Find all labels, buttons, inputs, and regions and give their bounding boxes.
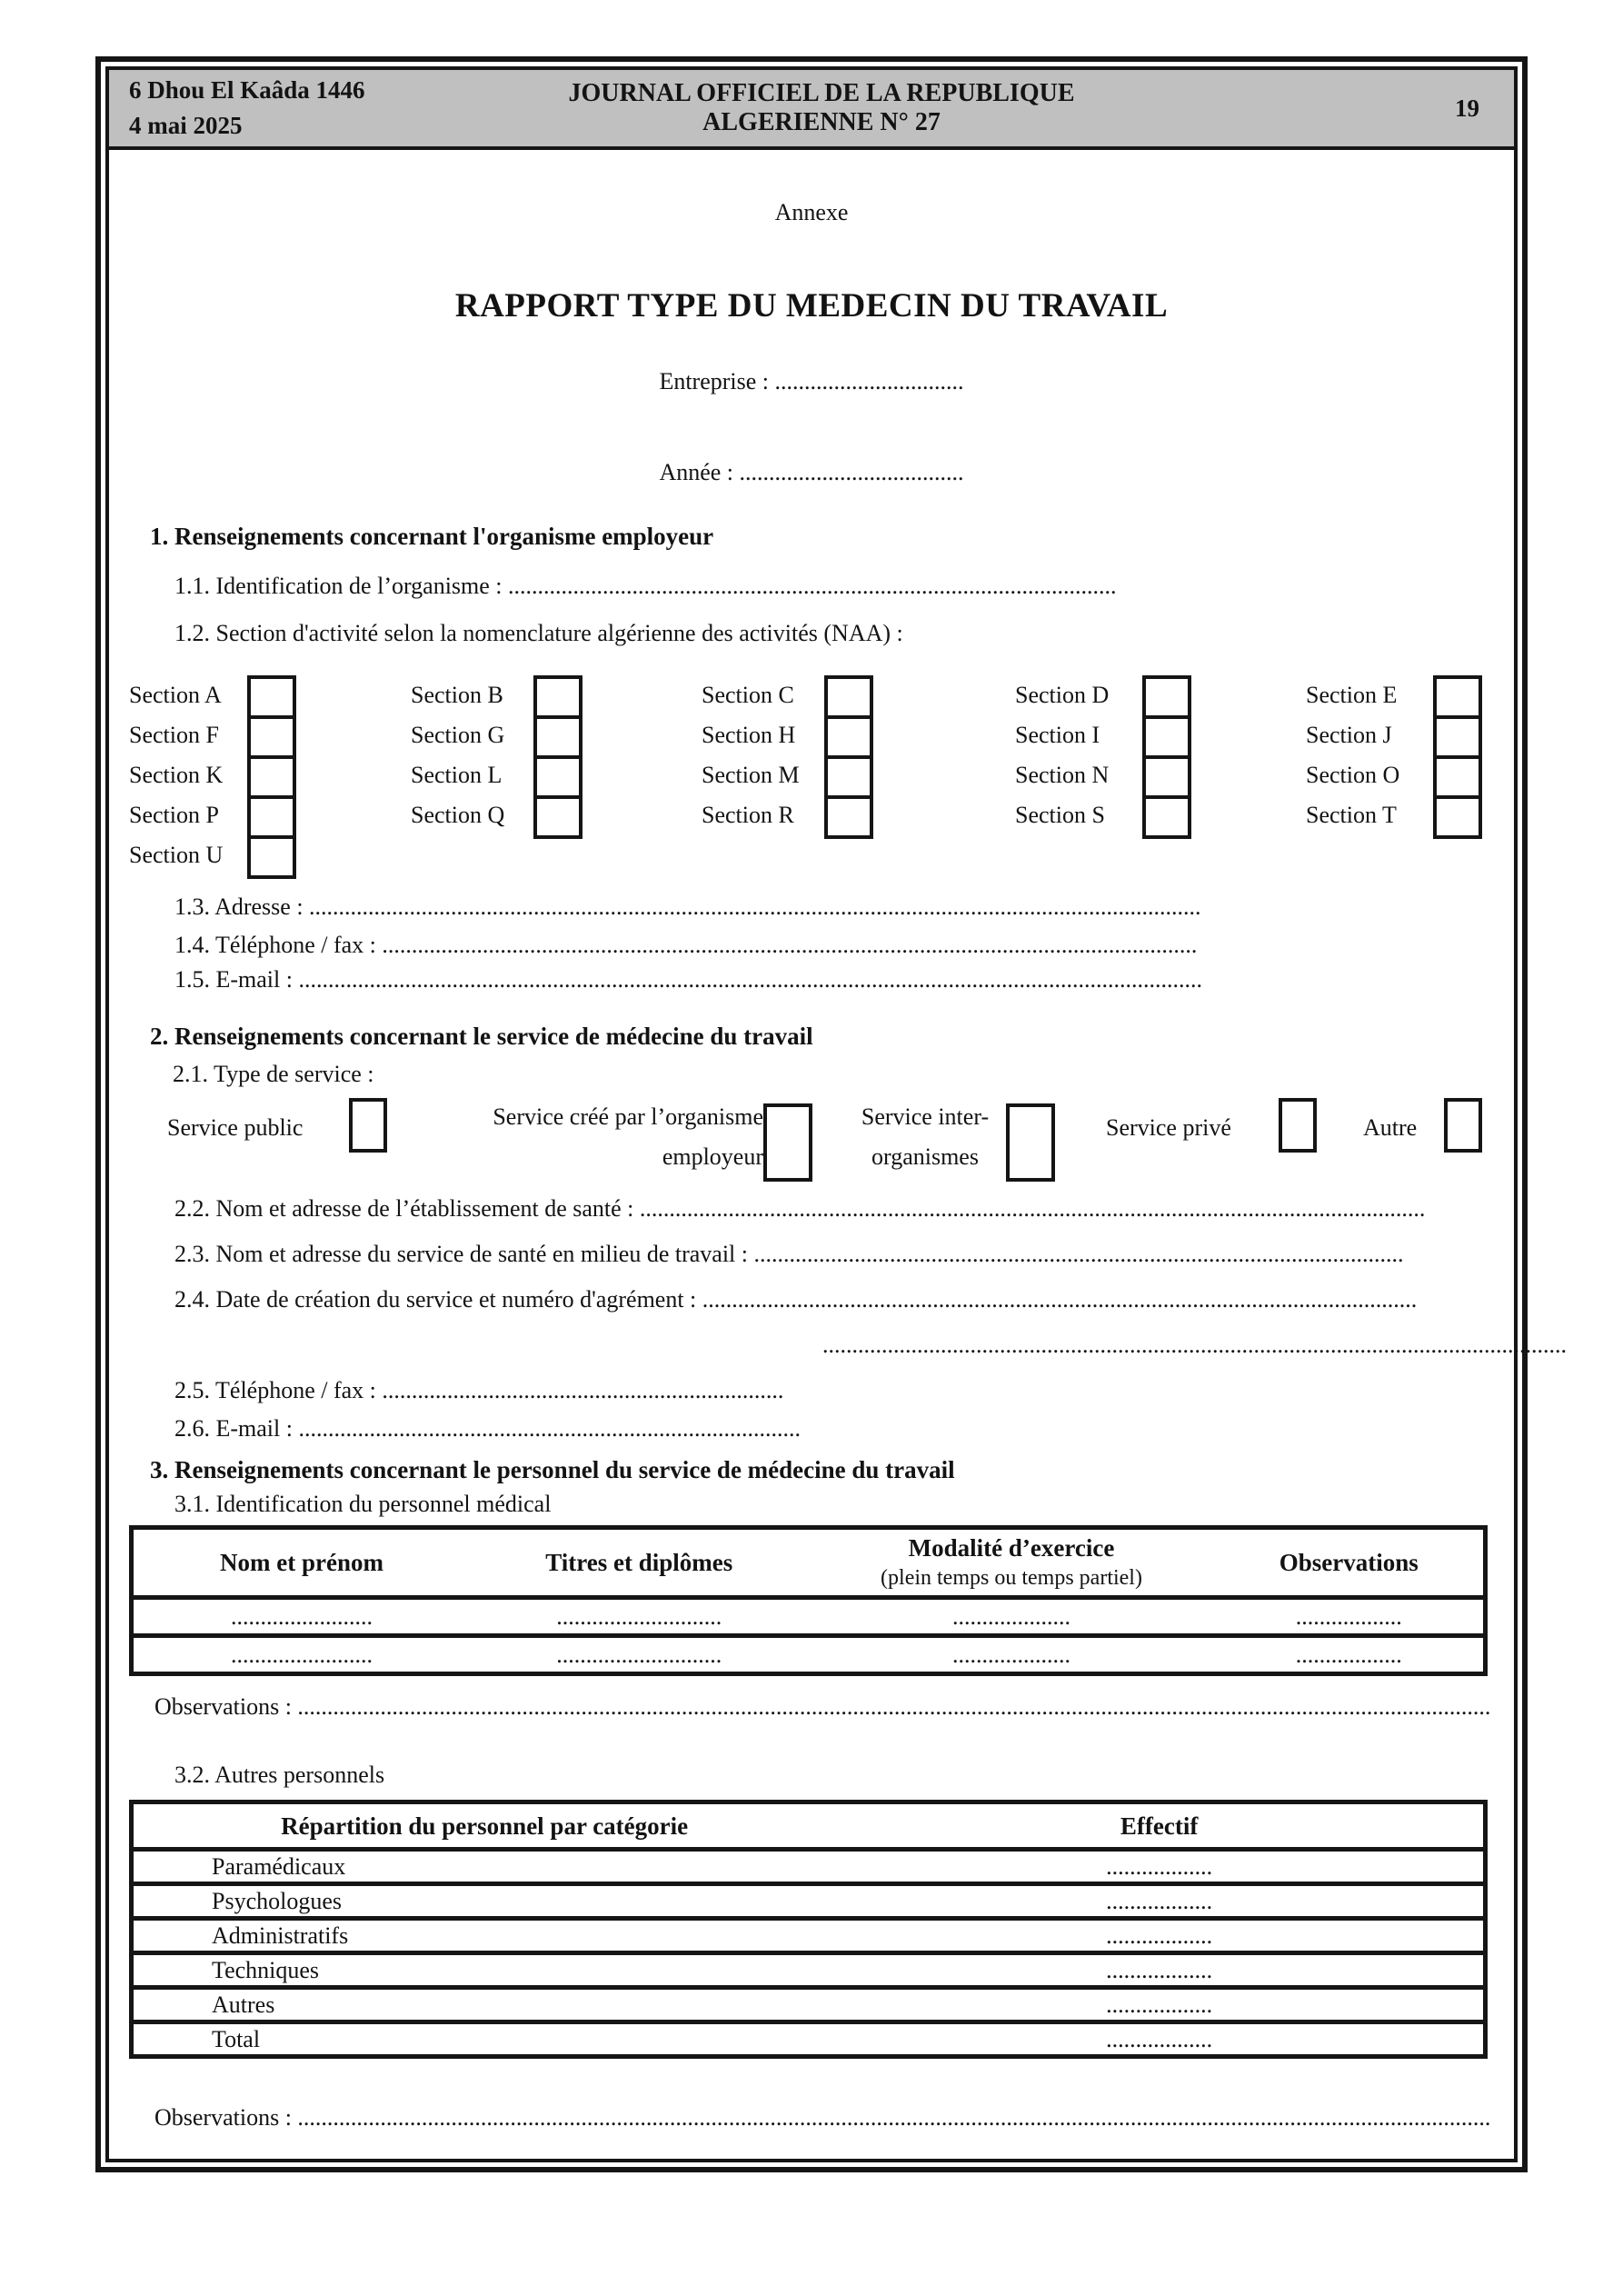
medical-table-row	[132, 1598, 1486, 1636]
gregorian-date: 4 mai 2025	[129, 112, 243, 139]
naa-checkbox-stack	[1142, 675, 1191, 839]
naa-section-label: Section T	[1306, 802, 1397, 828]
naa-section-label: Section S	[1015, 802, 1105, 828]
naa-checkbox-stack	[533, 675, 582, 839]
staff-table-row	[132, 1850, 1486, 1884]
cell-category: Techniques	[212, 1956, 320, 1983]
cell-titres-diplomes: ............................	[556, 1641, 722, 1668]
cell-effectif: ..................	[1106, 1852, 1213, 1880]
naa-section-label: Section Q	[411, 802, 505, 828]
field-telephone-fax-service: 2.5. Téléphone / fax : ....................................................................	[174, 1377, 784, 1403]
field-identification-organisme: 1.1. Identification de l’organisme : .......................................................................................................	[174, 573, 1117, 599]
cell-effectif: ..................	[1106, 1887, 1213, 1914]
naa-column-3	[702, 675, 800, 835]
medical-staff-table	[129, 1525, 1488, 1676]
naa-column-2	[411, 675, 504, 835]
cell-modalite: ....................	[952, 1641, 1070, 1668]
checkbox-section-g[interactable]	[533, 715, 582, 759]
cell-modalite: ....................	[952, 1602, 1070, 1630]
col-header-repartition: Répartition du personnel par catégorie	[281, 1812, 689, 1840]
cell-observations: ..................	[1295, 1641, 1402, 1668]
cell-effectif: ..................	[1106, 1956, 1213, 1983]
cell-category: Administratifs	[212, 1922, 349, 1949]
naa-section-label: Section J	[1306, 722, 1392, 748]
label-service-organisme-employeur: Service créé par l’organisme employeur	[493, 1103, 763, 1170]
observations-medical-field: Observations : ..........................................................................................................................................................................................................	[154, 1693, 1491, 1720]
checkbox-section-a[interactable]	[247, 675, 296, 719]
naa-section-label: Section M	[702, 762, 800, 788]
page-frame	[95, 56, 1567, 2172]
naa-column-5	[1306, 675, 1399, 835]
naa-section-label: Section I	[1015, 722, 1100, 748]
naa-section-label: Section P	[129, 802, 219, 828]
naa-section-label: Section D	[1015, 682, 1110, 708]
checkbox-section-o[interactable]	[1433, 755, 1482, 799]
medical-table-row	[132, 1636, 1486, 1674]
page-number: 19	[1455, 94, 1479, 122]
staff-table-row	[132, 1884, 1486, 1919]
journal-title: JOURNAL OFFICIEL DE LA REPUBLIQUE ALGERIENNE N° 27	[568, 79, 1075, 136]
naa-section-label: Section O	[1306, 762, 1400, 788]
staff-table-row	[132, 1953, 1486, 1988]
staff-table-row	[132, 1988, 1486, 2022]
checkbox-service-inter-organismes[interactable]	[1006, 1103, 1055, 1182]
cell-nom-prenom: ........................	[231, 1641, 373, 1668]
field-date-creation-agrement-suite: ..............................................................................................................................	[822, 1332, 1567, 1358]
checkbox-section-l[interactable]	[533, 755, 582, 799]
checkbox-service-public[interactable]	[349, 1098, 387, 1153]
label-service-prive: Service privé	[1106, 1114, 1231, 1141]
annexe-label: Annexe	[774, 199, 849, 225]
naa-checkbox-stack	[824, 675, 873, 839]
label-autres-personnels: 3.2. Autres personnels	[174, 1762, 385, 1788]
page-frame-inner	[105, 66, 1567, 2162]
report-title: RAPPORT TYPE DU MEDECIN DU TRAVAIL	[454, 287, 1169, 324]
naa-checkbox-stack	[1433, 675, 1482, 839]
checkbox-section-d[interactable]	[1142, 675, 1191, 719]
staff-table-row	[132, 1919, 1486, 1953]
cell-category: Total	[212, 2025, 261, 2052]
masthead-dates	[109, 73, 565, 144]
naa-column-1	[129, 675, 223, 875]
hijri-date: 6 Dhou El Kaâda 1446	[129, 76, 365, 104]
naa-section-label: Section R	[702, 802, 794, 828]
label-section-activite: 1.2. Section d'activité selon la nomenclature algérienne des activités (NAA) :	[174, 620, 903, 646]
modalite-subtitle: (plein temps ou temps partiel)	[881, 1566, 1142, 1590]
checkbox-section-h[interactable]	[824, 715, 873, 759]
checkbox-section-f[interactable]	[247, 715, 296, 759]
label-identification-personnel-medical: 3.1. Identification du personnel médical	[174, 1491, 552, 1517]
annee-field: Année : ......................................	[659, 459, 964, 485]
section2-heading: 2. Renseignements concernant le service de médecine du travail	[150, 1023, 813, 1050]
checkbox-section-j[interactable]	[1433, 715, 1482, 759]
cell-category: Autres	[212, 1991, 275, 2018]
field-etablissement-sante: 2.2. Nom et adresse de l’établissement de santé : .....................................................................................................................................	[174, 1195, 1426, 1222]
section3-heading: 3. Renseignements concernant le personnel du service de médecine du travail	[150, 1456, 955, 1483]
service-type-row	[109, 1095, 1514, 1195]
checkbox-section-t[interactable]	[1433, 795, 1482, 839]
naa-section-label: Section U	[129, 842, 224, 868]
naa-section-label: Section E	[1306, 682, 1398, 708]
naa-column-4	[1015, 675, 1109, 835]
medical-table-header-row	[132, 1528, 1486, 1598]
observations-staff-field: Observations : ..........................................................................................................................................................................................................	[154, 2104, 1491, 2131]
label-autre: Autre	[1363, 1114, 1418, 1141]
naa-section-label: Section G	[411, 722, 505, 748]
naa-section-label: Section H	[702, 722, 796, 748]
checkbox-autre[interactable]	[1444, 1098, 1482, 1153]
checkbox-service-prive[interactable]	[1279, 1098, 1317, 1153]
cell-effectif: ..................	[1106, 2025, 1213, 2052]
naa-section-label: Section K	[129, 762, 224, 788]
label-service-inter-organismes: Service inter- organismes	[861, 1103, 990, 1170]
checkbox-section-s[interactable]	[1142, 795, 1191, 839]
naa-section-grid	[109, 675, 1514, 884]
checkbox-section-k[interactable]	[247, 755, 296, 799]
label-service-public: Service public	[167, 1114, 304, 1141]
field-email: 1.5. E-mail : .........................................................................................................................................................	[174, 966, 1202, 993]
checkbox-section-m[interactable]	[824, 755, 873, 799]
cell-titres-diplomes: ............................	[556, 1602, 722, 1630]
form-content	[109, 150, 1567, 2159]
naa-section-label: Section N	[1015, 762, 1110, 788]
staff-category-table	[129, 1800, 1488, 2059]
checkbox-section-p[interactable]	[247, 795, 296, 839]
checkbox-section-c[interactable]	[824, 675, 873, 719]
checkbox-section-q[interactable]	[533, 795, 582, 839]
col-header-nom-prenom: Nom et prénom	[220, 1549, 383, 1576]
naa-checkbox-stack	[247, 675, 296, 879]
naa-section-label: Section C	[702, 682, 794, 708]
masthead	[109, 70, 1514, 150]
naa-section-label: Section A	[129, 682, 222, 708]
field-service-sante-travail: 2.3. Nom et adresse du service de santé en milieu de travail : ..............................................................................................................	[174, 1241, 1404, 1267]
section1-heading: 1. Renseignements concernant l'organisme employeur	[150, 523, 714, 550]
naa-section-label: Section F	[129, 722, 219, 748]
field-date-creation-agrement: 2.4. Date de création du service et numéro d'agrément : .........................................................................................................................	[174, 1286, 1418, 1313]
cell-nom-prenom: ........................	[231, 1602, 373, 1630]
naa-section-label: Section B	[411, 682, 503, 708]
staff-table-header-row	[132, 1802, 1486, 1850]
checkbox-section-i[interactable]	[1142, 715, 1191, 759]
field-telephone-fax: 1.4. Téléphone / fax : ..........................................................................................................................................	[174, 932, 1198, 958]
col-header-effectif: Effectif	[1120, 1812, 1199, 1840]
checkbox-section-e[interactable]	[1433, 675, 1482, 719]
checkbox-section-n[interactable]	[1142, 755, 1191, 799]
naa-section-label: Section L	[411, 762, 503, 788]
col-header-titres-diplomes: Titres et diplômes	[545, 1549, 733, 1576]
cell-effectif: ..................	[1106, 1991, 1213, 2018]
col-header-modalite-exercice: Modalité d’exercice (plein temps ou temps partiel)	[809, 1528, 1215, 1598]
cell-effectif: ..................	[1106, 1922, 1213, 1949]
cell-observations: ..................	[1295, 1602, 1402, 1630]
col-header-observations: Observations	[1279, 1549, 1419, 1576]
cell-category: Paramédicaux	[212, 1852, 346, 1880]
entreprise-field: Entreprise : ................................	[659, 368, 964, 394]
staff-table-row	[132, 2022, 1486, 2057]
checkbox-section-u[interactable]	[247, 835, 296, 879]
field-email-service: 2.6. E-mail : .....................................................................................	[174, 1415, 801, 1442]
checkbox-service-organisme-employeur[interactable]	[763, 1103, 812, 1182]
label-type-de-service: 2.1. Type de service :	[173, 1061, 374, 1087]
cell-category: Psychologues	[212, 1887, 342, 1914]
field-adresse: 1.3. Adresse : .......................................................................................................................................................	[174, 893, 1201, 920]
checkbox-section-b[interactable]	[533, 675, 582, 719]
checkbox-section-r[interactable]	[824, 795, 873, 839]
